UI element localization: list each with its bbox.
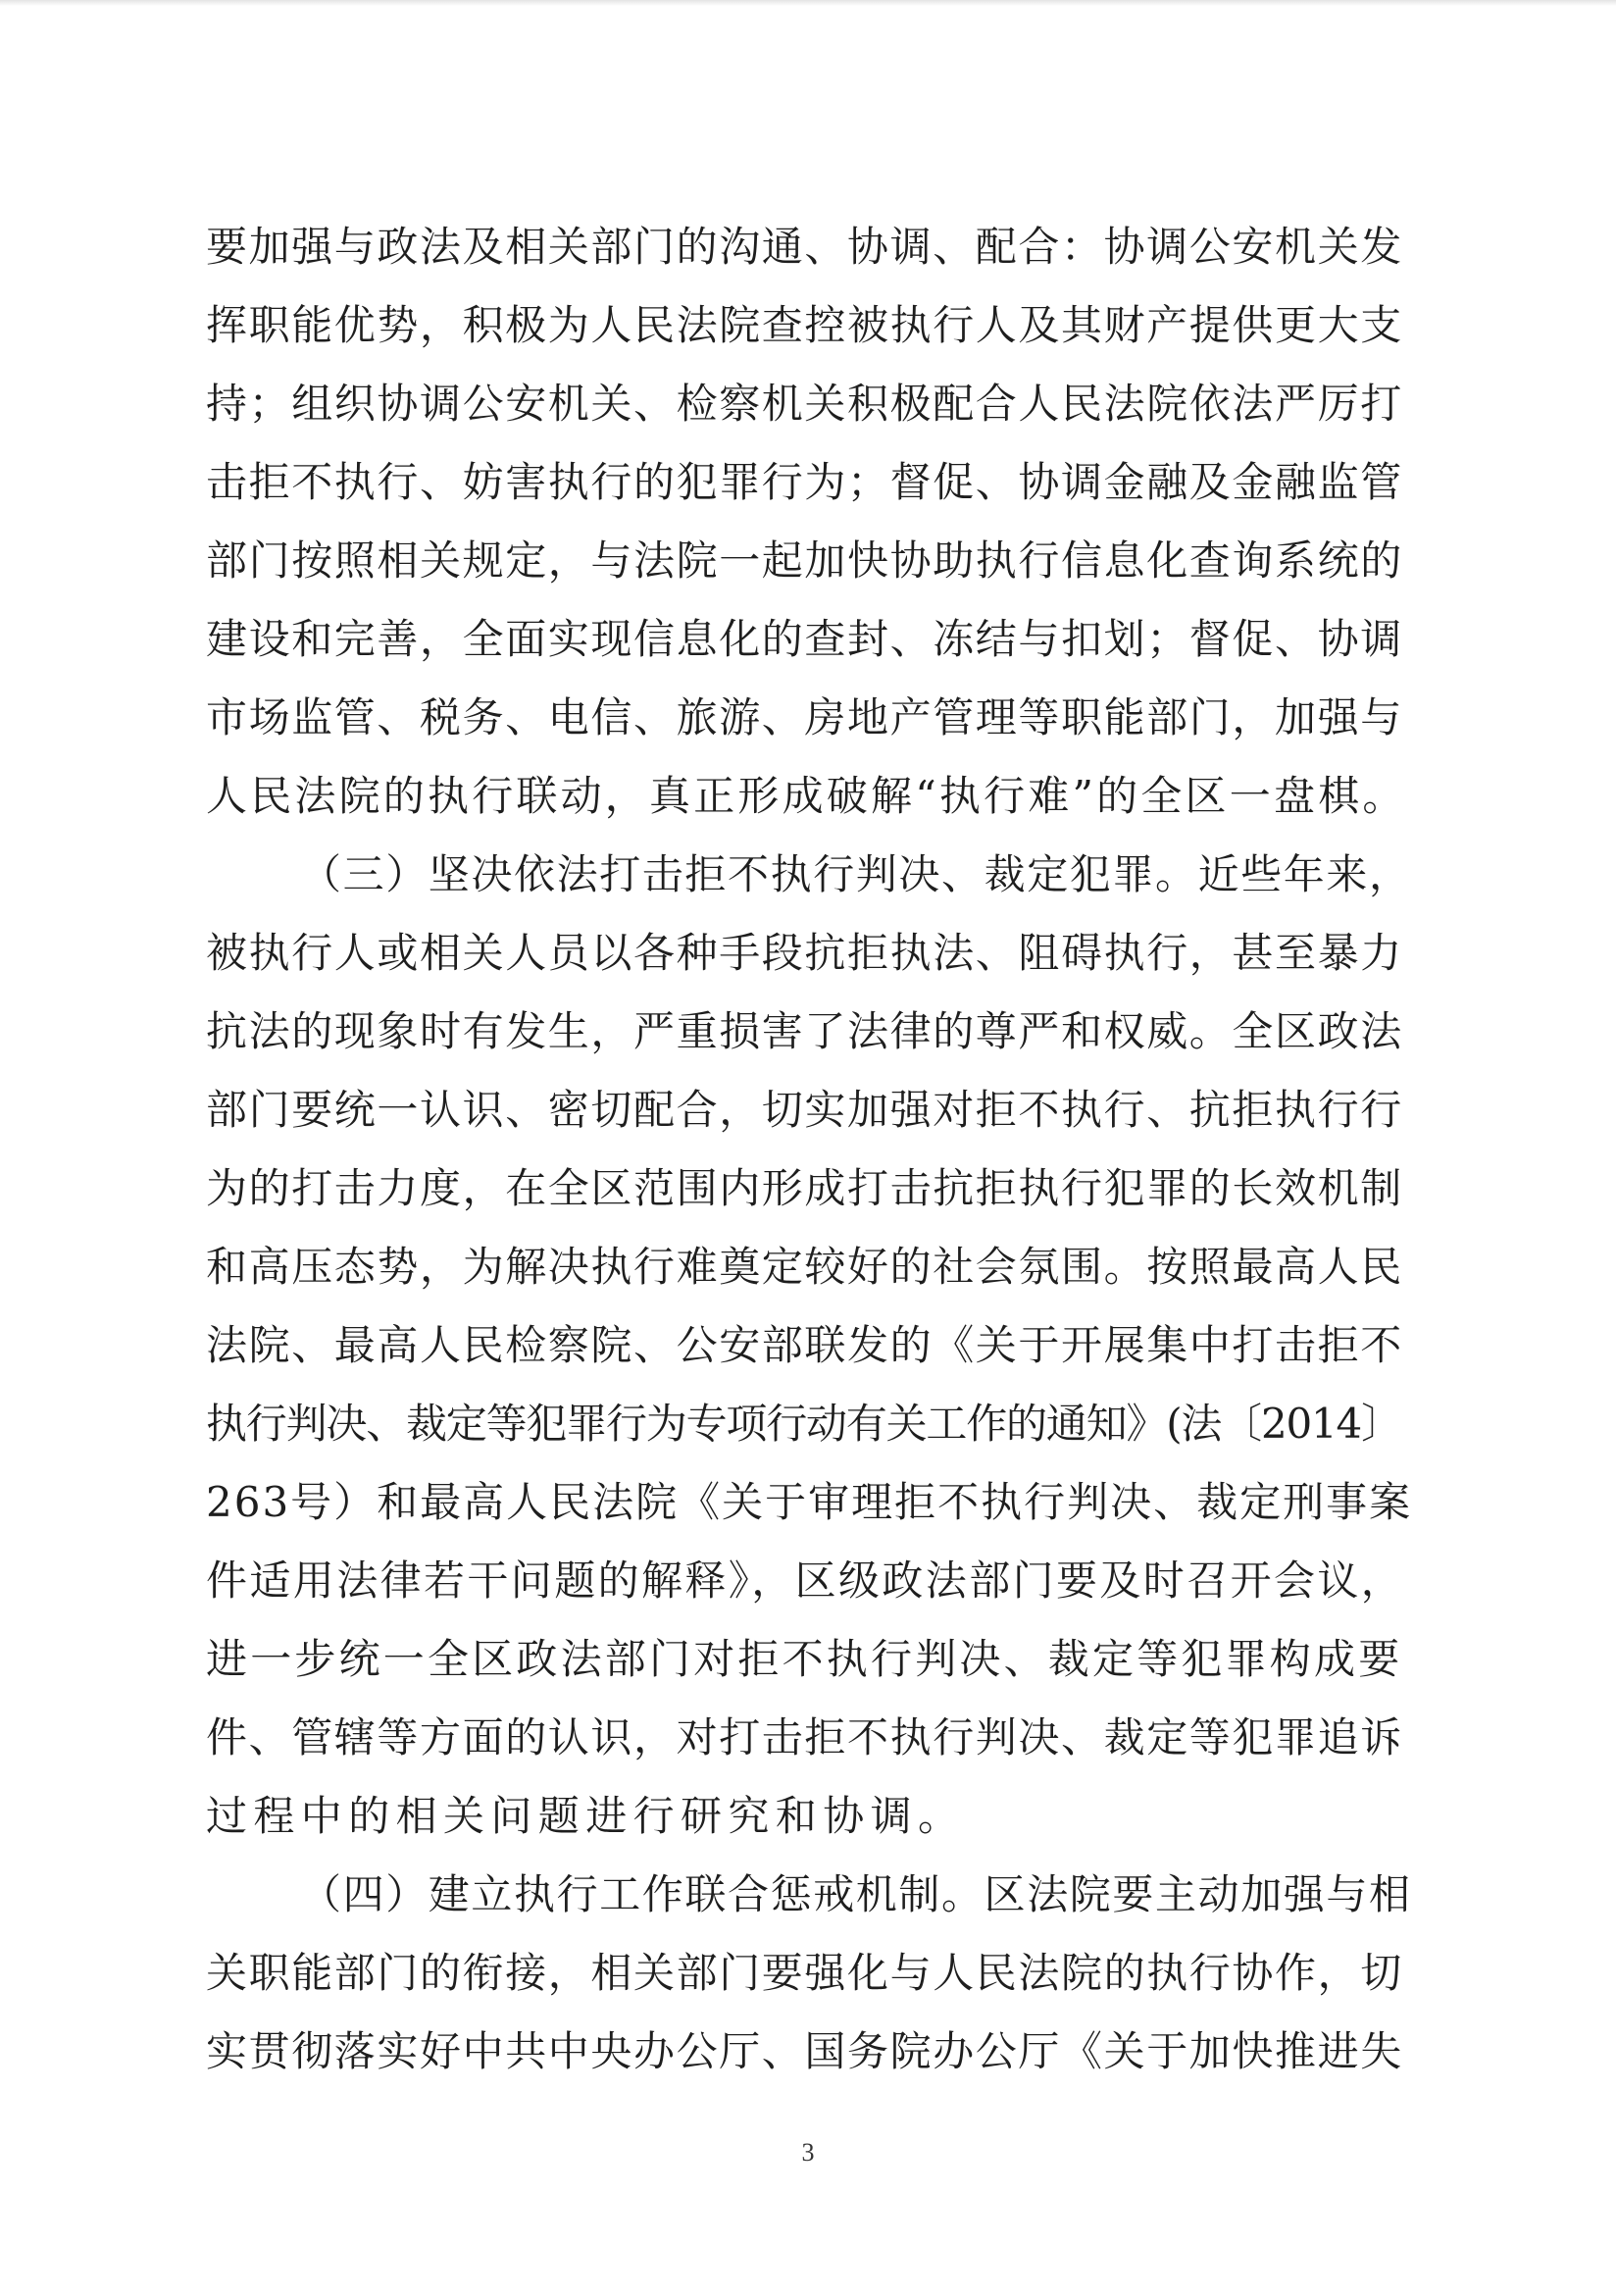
section-heading-line: （四）建立执行工作联合惩戒机制。区法院要主动加强与相: [300, 1870, 1412, 1918]
text-line: 建设和完善，全面实现信息化的查封、冻结与扣划；督促、协调: [206, 615, 1403, 663]
text-line: 过程中的相关问题进行研究和协调。: [206, 1792, 966, 1840]
text-line: 为的打击力度，在全区范围内形成打击抗拒执行犯罪的长效机制: [206, 1164, 1403, 1212]
text-line: 法院、最高人民检察院、公安部联发的《关于开展集中打击拒不: [206, 1321, 1403, 1369]
text-line: 持；组织协调公安机关、检察机关积极配合人民法院依法严厉打: [206, 380, 1403, 428]
text-line: 部门要统一认识、密切配合，切实加强对拒不执行、抗拒执行行: [206, 1086, 1403, 1134]
text-line: 执行判决、裁定等犯罪行为专项行动有关工作的通知》(法〔2014〕: [206, 1400, 1401, 1448]
text-line: 263号）和最高人民法院《关于审理拒不执行判决、裁定刑事案: [206, 1478, 1413, 1526]
text-line: 挥职能优势，积极为人民法院查控被执行人及其财产提供更大支: [206, 301, 1403, 349]
text-line: 被执行人或相关人员以各种手段抗拒执法、阻碍执行，甚至暴力: [206, 929, 1403, 977]
text-line: 市场监管、税务、电信、旅游、房地产管理等职能部门，加强与: [206, 693, 1403, 741]
text-line: 实贯彻落实好中共中央办公厅、国务院办公厅《关于加快推进失: [206, 2027, 1403, 2075]
text-line: 人民法院的执行联动，真正形成破解“执行难”的全区一盘棋。: [206, 772, 1407, 820]
text-line: 件、管辖等方面的认识，对打击拒不执行判决、裁定等犯罪追诉: [206, 1713, 1403, 1761]
section-heading-line: （三）坚决依法打击拒不执行判决、裁定犯罪。近些年来，: [300, 850, 1412, 898]
text-line: 击拒不执行、妨害执行的犯罪行为；督促、协调金融及金融监管: [206, 458, 1403, 506]
text-line: 和高压态势，为解决执行难奠定较好的社会氛围。按照最高人民: [206, 1243, 1403, 1291]
text-line: 要加强与政法及相关部门的沟通、协调、配合：协调公安机关发: [206, 223, 1403, 271]
text-line: 抗法的现象时有发生，严重损害了法律的尊严和权威。全区政法: [206, 1007, 1403, 1055]
text-line: 关职能部门的衔接，相关部门要强化与人民法院的执行协作，切: [206, 1949, 1403, 1997]
text-line: 进一步统一全区政法部门对拒不执行判决、裁定等犯罪构成要: [206, 1635, 1403, 1683]
page-number: 3: [801, 2138, 815, 2167]
text-line: 部门按照相关规定，与法院一起加快协助执行信息化查询系统的: [206, 536, 1403, 585]
text-line: 件适用法律若干问题的解释》，区级政法部门要及时召开会议，: [206, 1556, 1405, 1605]
